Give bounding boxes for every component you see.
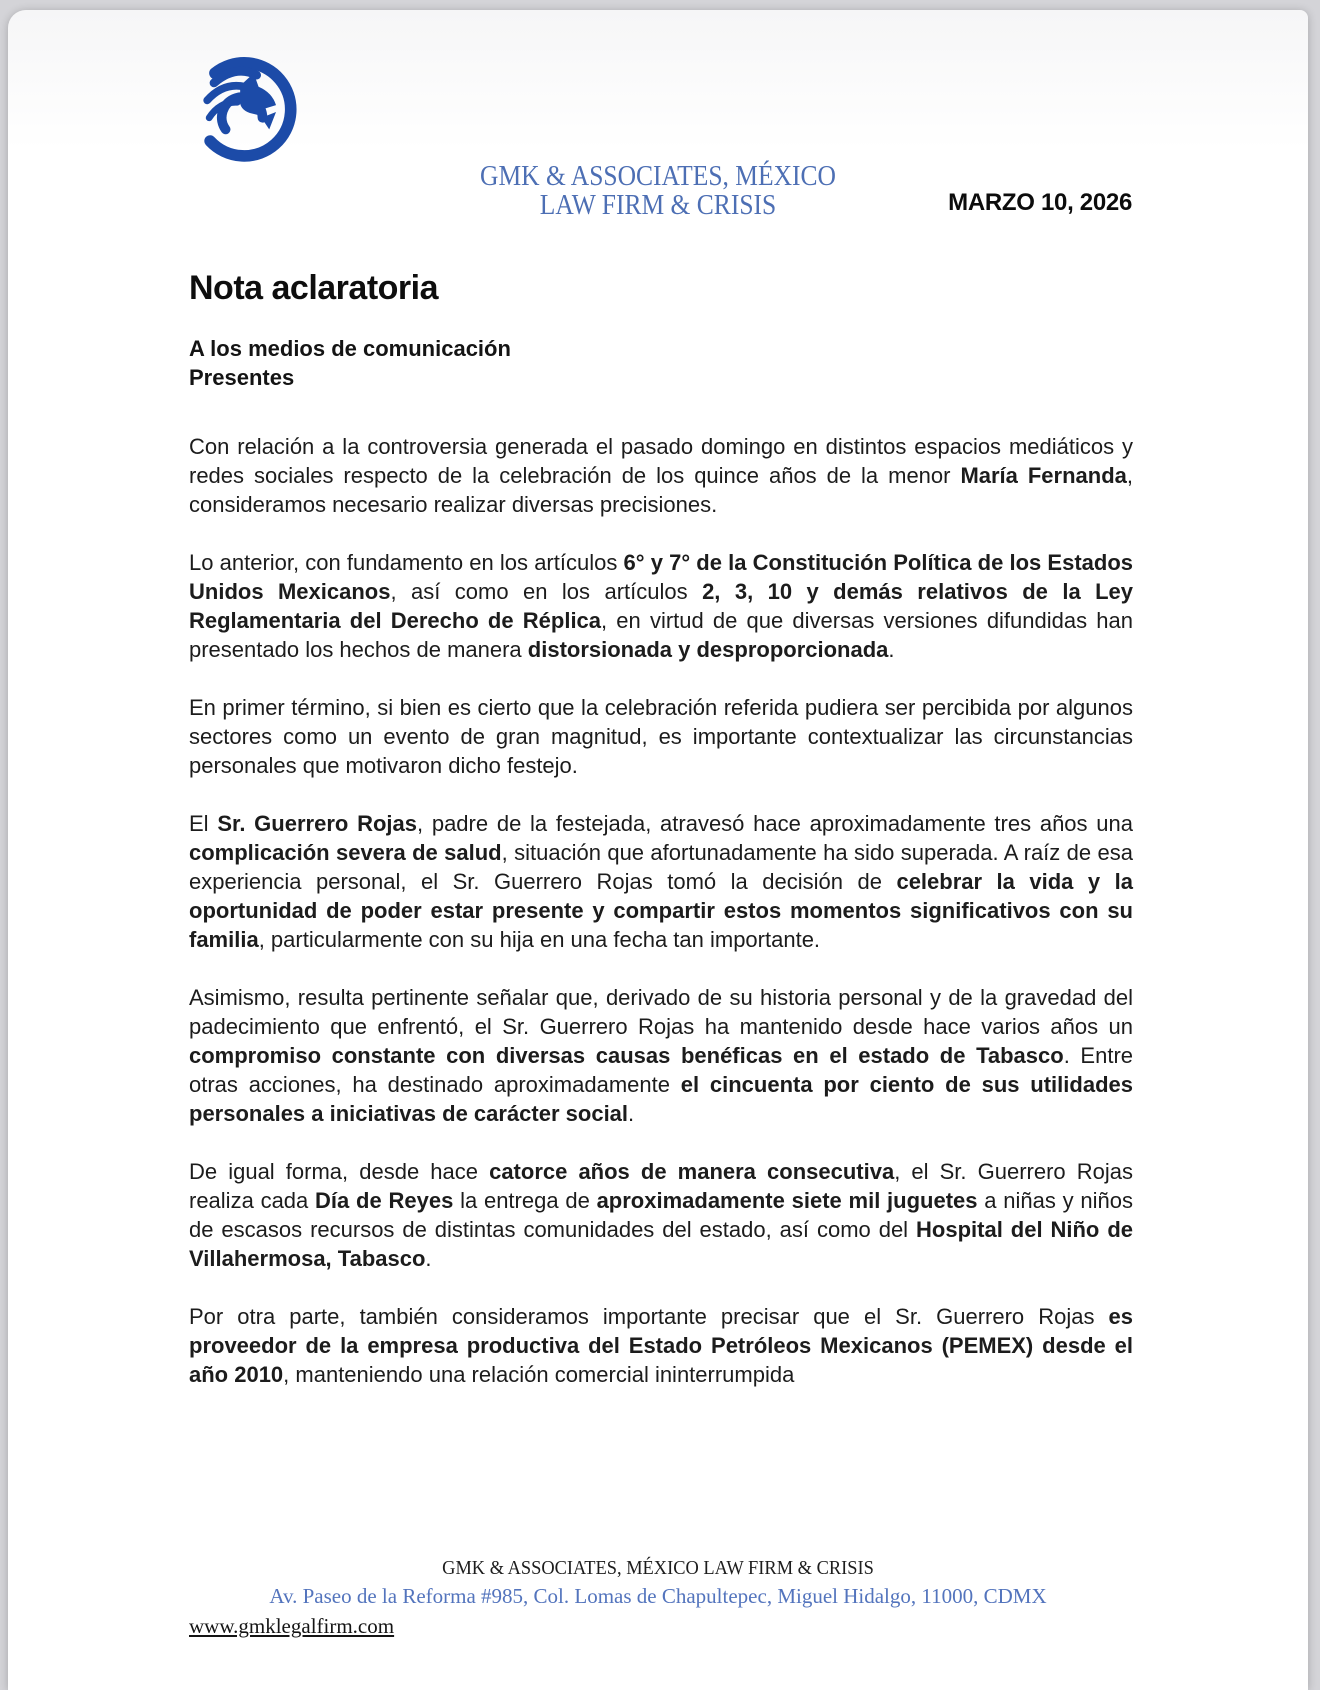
letter-date: MARZO 10, 2026 bbox=[948, 189, 1132, 216]
letter-body bbox=[189, 262, 1133, 1389]
salutation-line1: A los medios de comunicación bbox=[189, 336, 511, 361]
salutation bbox=[189, 334, 1133, 392]
firm-name-line2: LAW FIRM & CRISIS bbox=[539, 189, 777, 221]
footer-website-row bbox=[189, 1611, 1308, 1641]
letter-page bbox=[8, 10, 1308, 1690]
website-link[interactable]: www.gmklegalfirm.com bbox=[189, 1614, 395, 1638]
paragraph-controversia: Con relación a la controversia generada el pasado domingo en distintos espacios mediáticos y redes sociales respecto de la celebración de los quince años de la menor María Fernanda, consideramos necesario realizar diversas precisiones. bbox=[189, 434, 1134, 517]
footer-firm-name: GMK & ASSOCIATES, MÉXICO LAW FIRM & CRISIS bbox=[442, 1557, 874, 1579]
paragraph-pemex: Por otra parte, también consideramos importante precisar que el Sr. Guerrero Rojas es proveedor de la empresa productiva del Estado Petróleos Mexicanos (PEMEX) desde el año 2010, manteniendo una relación comercial ininterrumpida bbox=[189, 1304, 1133, 1387]
salutation-line2: Presentes bbox=[189, 365, 295, 390]
letter-footer bbox=[8, 1555, 1308, 1641]
lion-logo-icon bbox=[182, 52, 308, 170]
document-title: Nota aclaratoria bbox=[189, 269, 438, 307]
firm-name-line1: GMK & ASSOCIATES, MÉXICO bbox=[480, 160, 836, 192]
paragraph-causas-beneficas: Asimismo, resulta pertinente señalar que, derivado de su historia personal y de la gravedad del padecimiento que enfrentó, el Sr. Guerrero Rojas ha mantenido desde hace varios años un compromiso constante con diversas causas benéficas en el estado de Tabasco. Entre otras acciones, ha destinado aproximadamente el cincuenta por ciento de sus utilidades personales a iniciativas de carácter social. bbox=[189, 985, 1134, 1126]
footer-address: Av. Paseo de la Reforma #985, Col. Lomas de Chapultepec, Miguel Hidalgo, 11000, CDMX bbox=[269, 1584, 1047, 1608]
paragraph-dia-de-reyes: De igual forma, desde hace catorce años de manera consecutiva, el Sr. Guerrero Rojas realiza cada Día de Reyes la entrega de aproximadamente siete mil juguetes a niñas y niños de escasos recursos de distintas comunidades del estado, así como del Hospital del Niño de Villahermosa, Tabasco. bbox=[189, 1159, 1133, 1271]
paragraph-salud: El Sr. Guerrero Rojas, padre de la festejada, atravesó hace aproximadamente tres años una complicación severa de salud, situación que afortunadamente ha sido superada. A raíz de esa experiencia personal, el Sr. Guerrero Rojas tomó la decisión de celebrar la vida y la oportunidad de poder estar presente y compartir estos momentos significativos con su familia, particularmente con su hija en una fecha tan importante. bbox=[189, 811, 1133, 952]
paragraph-contexto: En primer término, si bien es cierto que la celebración referida pudiera ser percibida por algunos sectores como un evento de gran magnitud, es importante contextualizar las circunstancias personales que motivaron dicho festejo. bbox=[189, 695, 1133, 778]
paragraph-fundamento-legal: Lo anterior, con fundamento en los artículos 6° y 7° de la Constitución Política de los Estados Unidos Mexicanos, así como en los artículos 2, 3, 10 y demás relativos de la Ley Reglamentaria del Derecho de Réplica, en virtud de que diversas versiones difundidas han presentado los hechos de manera distorsionada y desproporcionada. bbox=[189, 550, 1134, 662]
letterhead bbox=[8, 10, 1308, 252]
